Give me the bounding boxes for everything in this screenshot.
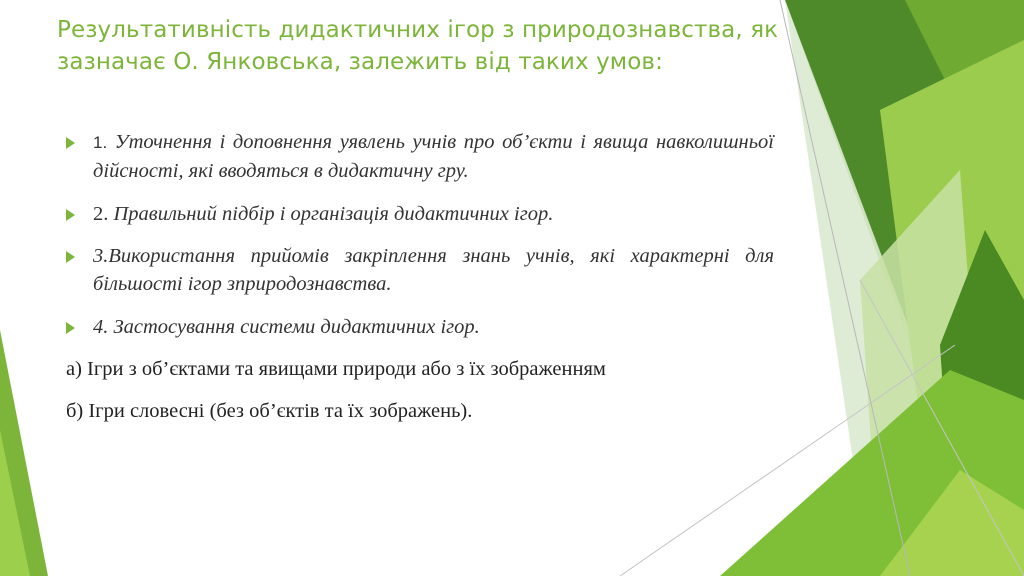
bullet-text [93, 200, 774, 228]
bullet-text [93, 242, 774, 298]
subitem-b: б) Ігри словесні (без об’єктів та їх зображень). [66, 400, 473, 422]
bullet-body: 3.Використання прийомів закріплення знань учнів, які характерні для більшості ігор зприродознавства. [93, 245, 774, 295]
bullet-arrow-icon [66, 322, 75, 334]
bullet-text [93, 128, 774, 185]
bullet-number: 2. [93, 203, 109, 225]
subitem-a: а) Ігри з об’єктами та явищами природи або з їх зображенням [66, 358, 606, 380]
title-line-2: зазначає О. Янковська, залежить від таких умов: [57, 49, 663, 75]
bullet-arrow-icon [66, 137, 75, 149]
title-line-1: Результативність дидактичних ігор з природознавства, як [57, 17, 779, 43]
bullet-item-4 [66, 313, 774, 341]
slide-title [57, 14, 857, 78]
bullet-arrow-icon [66, 209, 75, 221]
bullet-body: Правильний підбір і організація дидактичних ігор. [108, 203, 554, 225]
bullet-text [93, 313, 774, 341]
bullet-arrow-icon [66, 251, 75, 263]
bullet-item-2 [66, 200, 774, 228]
bullet-item-3 [66, 242, 774, 298]
bullet-body: 4. Застосування системи дидактичних ігор. [93, 316, 480, 338]
bullet-body: Уточнення і доповнення уявлень учнів про об’єкти і явища навколишньої дійсності, які вводяться в дидактичну гру. [93, 131, 774, 182]
bullet-item-1 [66, 128, 774, 185]
bullet-number: 1. [93, 133, 108, 152]
